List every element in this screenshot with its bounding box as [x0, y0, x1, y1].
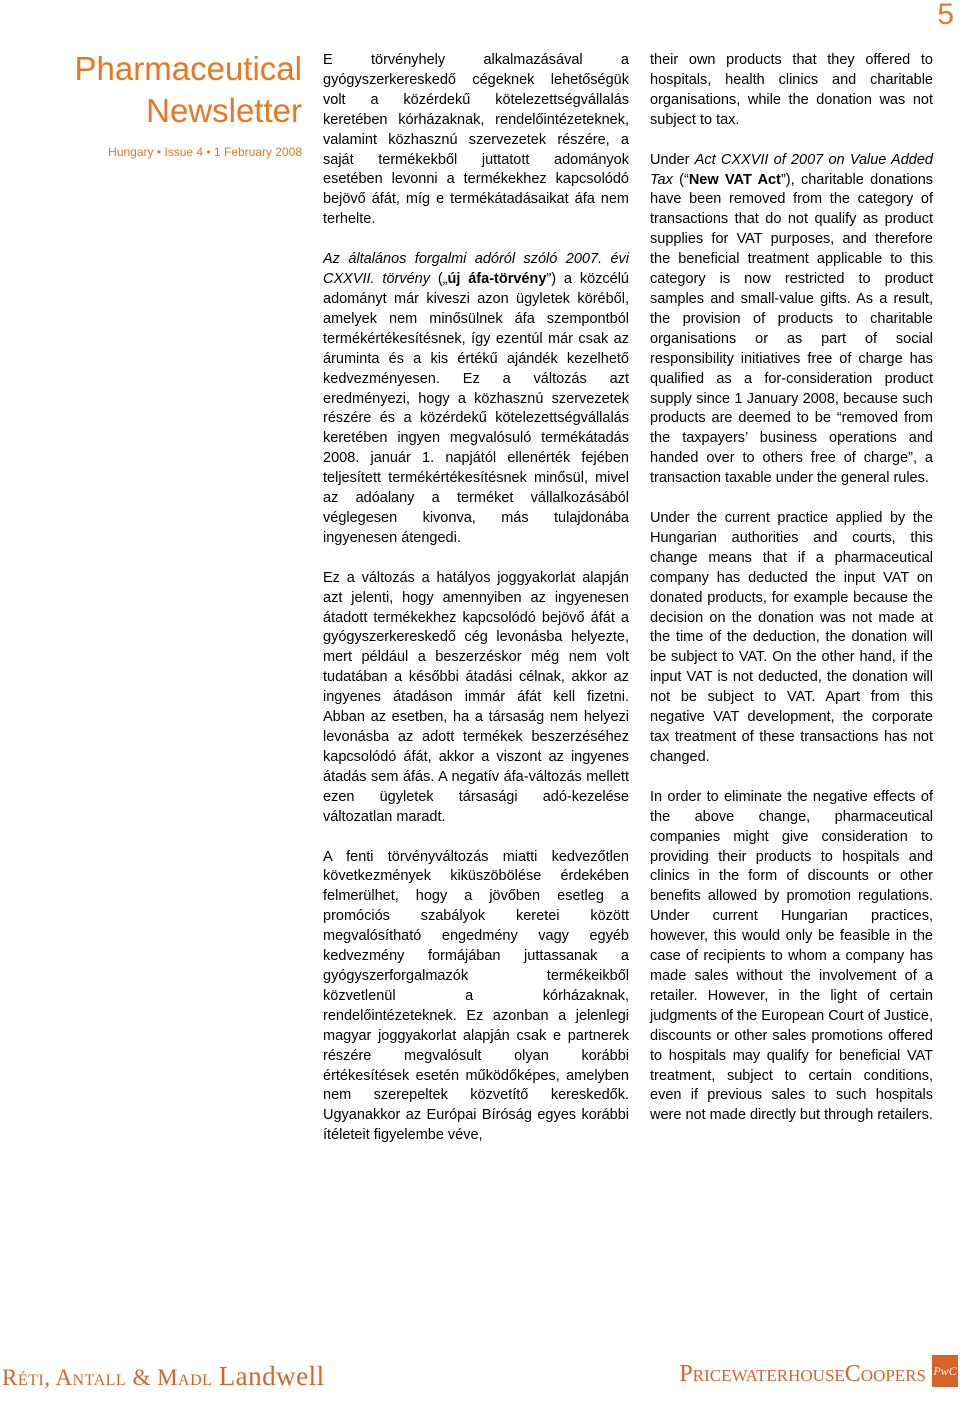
english-column [650, 51, 933, 1146]
en-paragraph-2 [650, 151, 933, 489]
en-short-name: New VAT Act [688, 171, 781, 188]
reti-antall-madl-landwell-logo [2, 1361, 325, 1392]
footer [0, 1343, 960, 1405]
pricewaterhousecoopers-logo: PricewaterhouseCoopers [679, 1361, 926, 1387]
en-paragraph-2-text: ”), charitable donations have been removed from the category of transactions that do not qualify as product supplies for VAT purposes, and therefore the beneficial treatment applicable to this category is now restricted to product samples and small-value gifts. As a result, the provision of products to charitable organisations or as part of social responsibility initiatives free of charge has qualified as a for-consideration product supply since 1 January 2008, because such products are deemed to be “removed from the taxpayers’ business operations and handed over to others free of charge”, a transaction taxable under the general rules. [650, 171, 934, 487]
hu-short-name: új áfa-törvény [447, 271, 547, 288]
logo-left-landwell: Landwell [218, 1361, 325, 1391]
newsletter-title-line2: Newsletter [146, 92, 302, 129]
en-paragraph-4: In order to eliminate the negative effects of the above change, pharmaceutical companies might give consideration to providing their products to hospitals and clinics in the form of discounts or other benefits allowed by promotion regulations. Under current Hungarian practices, however, this would only be feasible in the case of recipients to whom a company has made sales without the involvement of a retailer. However, in the light of certain judgments of the European Court of Justice, discounts or other sales promotions offered to hospitals may qualify for beneficial VAT treatment, subject to certain conditions, even if previous sales to such hospitals were not made directly but through retailers. [650, 788, 933, 1124]
hu-paragraph-2-text: ”) a közcélú adományt már kiveszi azon ügyletek köréből, amelyek nem minősülnek áfa szempontból termékértékesítésnek, így ezentúl már csak az áruminta és a kis értékű ajándék kezelhető kedvezményesen. Ez a változás azt eredményezi, hogy a közhasznú szervezetek részére és a közérdekű kötelezettségvállalás keretében ingyen megvalósuló termékátadás 2008. január 1. napjától ellenérték fejében teljesített termékértékesítésnek minősül, mivel az adóalany a terméket vállalkozásából véglegesen kivonva, más tulajdonába ingyenesen átengedi. [323, 271, 629, 546]
issue-line: Hungary • Issue 4 • 1 February 2008 [108, 145, 302, 159]
page-number: 5 [937, 0, 954, 31]
en-paragraph-3: Under the current practice applied by the Hungarian authorities and courts, this change means that if a pharmaceutical company has deducted the input VAT on donated products, for example because the decision on the donation was not made at the time of the deduction, the donation will be subject to VAT. On the other hand, if the input VAT is not deducted, the donation will not be subject to VAT. Apart from this negative VAT development, the corporate tax treatment of these transactions has not changed. [650, 510, 933, 765]
hu-paragraph-2 [323, 250, 629, 549]
newsletter-title-line1: Pharmaceutical [74, 50, 302, 87]
logo-left-name: Réti, Antall & Madl [2, 1365, 219, 1390]
en-paragraph-1: their own products that they offered to hospitals, health clinics and charitable organisations, while the donation was not subject to tax. [650, 52, 933, 128]
hu-paragraph-4: A fenti törvényváltozás miatti kedvezőtlen következmények kiküszöbölése érdekében felmerülhet, hogy a jövőben esetleg a promóciós szabályok keretei között megvalósítható engedmény vagy egyéb kedvezmény formájában juttassanak a gyógyszerforgalmazók termékeikből közvetlenül a kórházaknak, rendelőintézeteknek. Ez azonban a jelenlegi magyar joggyakorlat alapján csak e partnerek részére megvalósult olyan korábbi értékesítések esetén működőképes, amelyben nem szerepeltek közvetítő kereskedők. Ugyanakkor az Európai Bíróság egyes korábbi ítéleteit figyelembe véve, [323, 848, 629, 1144]
sidebar [40, 48, 302, 159]
en-quote-open: (“ [672, 171, 689, 188]
en-law-reference: Act CXXVII of 2007 on Value Added Tax [650, 151, 933, 188]
pwc-emblem-icon: PwC [932, 1355, 958, 1387]
en-paragraph-2-lead: Under [650, 151, 695, 168]
hu-law-reference: Az általános forgalmi adóról szóló 2007. évi CXXVII. törvény [323, 251, 629, 288]
hu-quote-open: („ [429, 271, 448, 288]
hu-paragraph-3: Ez a változás a hatályos joggyakorlat alapján azt jelenti, hogy amennyiben az ingyenesen átadott termékekhez kapcsolódó bejövő áfát a gyógyszerkereskedő cég levonásba helyezte, mert például a beszerzéskor még nem volt tudatában a későbbi átadási célnak, akkor az ingyenes átadáson immár áfát kell fizetni. Abban az esetben, ha a társaság nem helyezi levonásba az adott termékek beszerzéséhez kapcsolódó áfát, akkor a viszont az ingyenes átadás sem áfás. A negatív áfa-változás mellett ezen ügyletek társasági adó-kezelése változatlan maradt. [323, 569, 629, 825]
hungarian-column [323, 51, 629, 1166]
newsletter-title [40, 48, 302, 132]
hu-paragraph-1: E törvényhely alkalmazásával a gyógyszerkereskedő cégeknek lehetőségük volt a közérdekű kötelezettségvállalás keretében kórházaknak, rendelőintézeteknek, valamint közhasznú szervezetek részére, a saját termékekből juttatott adományok esetében levonni a termékekhez kapcsolódó bejövő áfát, míg e termékátadásaikat áfa nem terhelte. [323, 52, 629, 228]
